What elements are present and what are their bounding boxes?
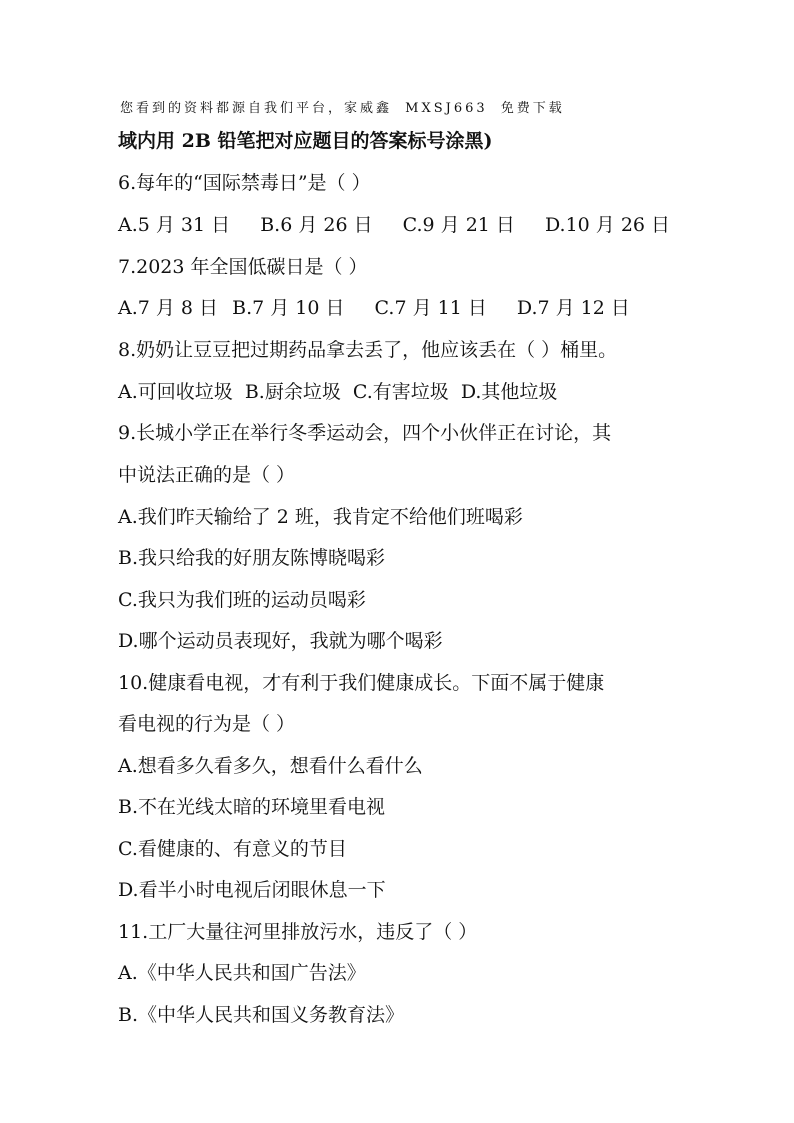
question-8-options: [118, 377, 575, 404]
question-10-option-c: C.看健康的、有意义的节目: [118, 838, 347, 860]
option-d: D.7 月 12 日: [516, 297, 630, 319]
question-10-stem-line2: 看电视的行为是（ ）: [118, 713, 296, 735]
question-6-stem: 6.每年的“国际禁毒日”是（ ）: [118, 172, 371, 194]
question-11-option-a: A.《中华人民共和国广告法》: [118, 962, 366, 984]
question-8-stem: 8.奶奶让豆豆把过期药品拿去丢了，他应该丢在（ ）桶里。: [118, 339, 618, 361]
option-a: A.5 月 31 日: [118, 214, 231, 236]
header-code: MXSJ663: [405, 101, 488, 116]
question-9-stem-line1: 9.长城小学正在举行冬季运动会，四个小伙伴正在讨论，其: [118, 422, 612, 444]
question-10-option-d: D.看半小时电视后闭眼休息一下: [118, 879, 386, 901]
question-11-stem: 11.工厂大量往河里排放污水，违反了（ ）: [118, 921, 478, 943]
option-b: B.厨余垃圾: [244, 381, 341, 403]
option-c: C.9 月 21 日: [402, 214, 515, 236]
question-9-option-d: D.哪个运动员表现好，我就为哪个喝彩: [118, 630, 443, 652]
question-9-option-b: B.我只给我的好朋友陈博晓喝彩: [118, 547, 386, 569]
option-a: A.可回收垃圾: [118, 381, 233, 403]
question-10-option-a: A.想看多久看多久，想看什么看什么: [118, 755, 423, 777]
option-b: B.7 月 10 日: [232, 297, 345, 319]
question-9-stem-line2: 中说法正确的是（ ）: [118, 464, 296, 486]
option-a: A.7 月 8 日: [118, 297, 219, 319]
header-note: [120, 97, 680, 116]
question-9-option-a: A.我们昨天输给了 2 班，我肯定不给他们班喝彩: [118, 506, 523, 528]
option-d: D.10 月 26 日: [544, 214, 671, 236]
instruction-line: 域内用 2B 铅笔把对应题目的答案标号涂黑): [118, 130, 493, 152]
header-text-part2: 免费下载: [500, 101, 565, 116]
question-6-options: [118, 210, 688, 237]
question-11-option-b: B.《中华人民共和国义务教育法》: [118, 1004, 405, 1026]
option-c: C.有害垃圾: [352, 381, 449, 403]
question-9-option-c: C.我只为我们班的运动员喝彩: [118, 589, 366, 611]
question-10-stem-line1: 10.健康看电视，才有利于我们健康成长。下面不属于健康: [118, 672, 605, 694]
question-7-options: [118, 293, 648, 320]
question-7-stem: 7.2023 年全国低碳日是（ ）: [118, 256, 368, 278]
option-b: B.6 月 26 日: [260, 214, 373, 236]
header-text-part1: 您看到的资料都源自我们平台，家威鑫: [120, 101, 393, 116]
question-10-option-b: B.不在光线太暗的环境里看电视: [118, 796, 386, 818]
option-c: C.7 月 11 日: [374, 297, 487, 319]
option-d: D.其他垃圾: [460, 381, 558, 403]
